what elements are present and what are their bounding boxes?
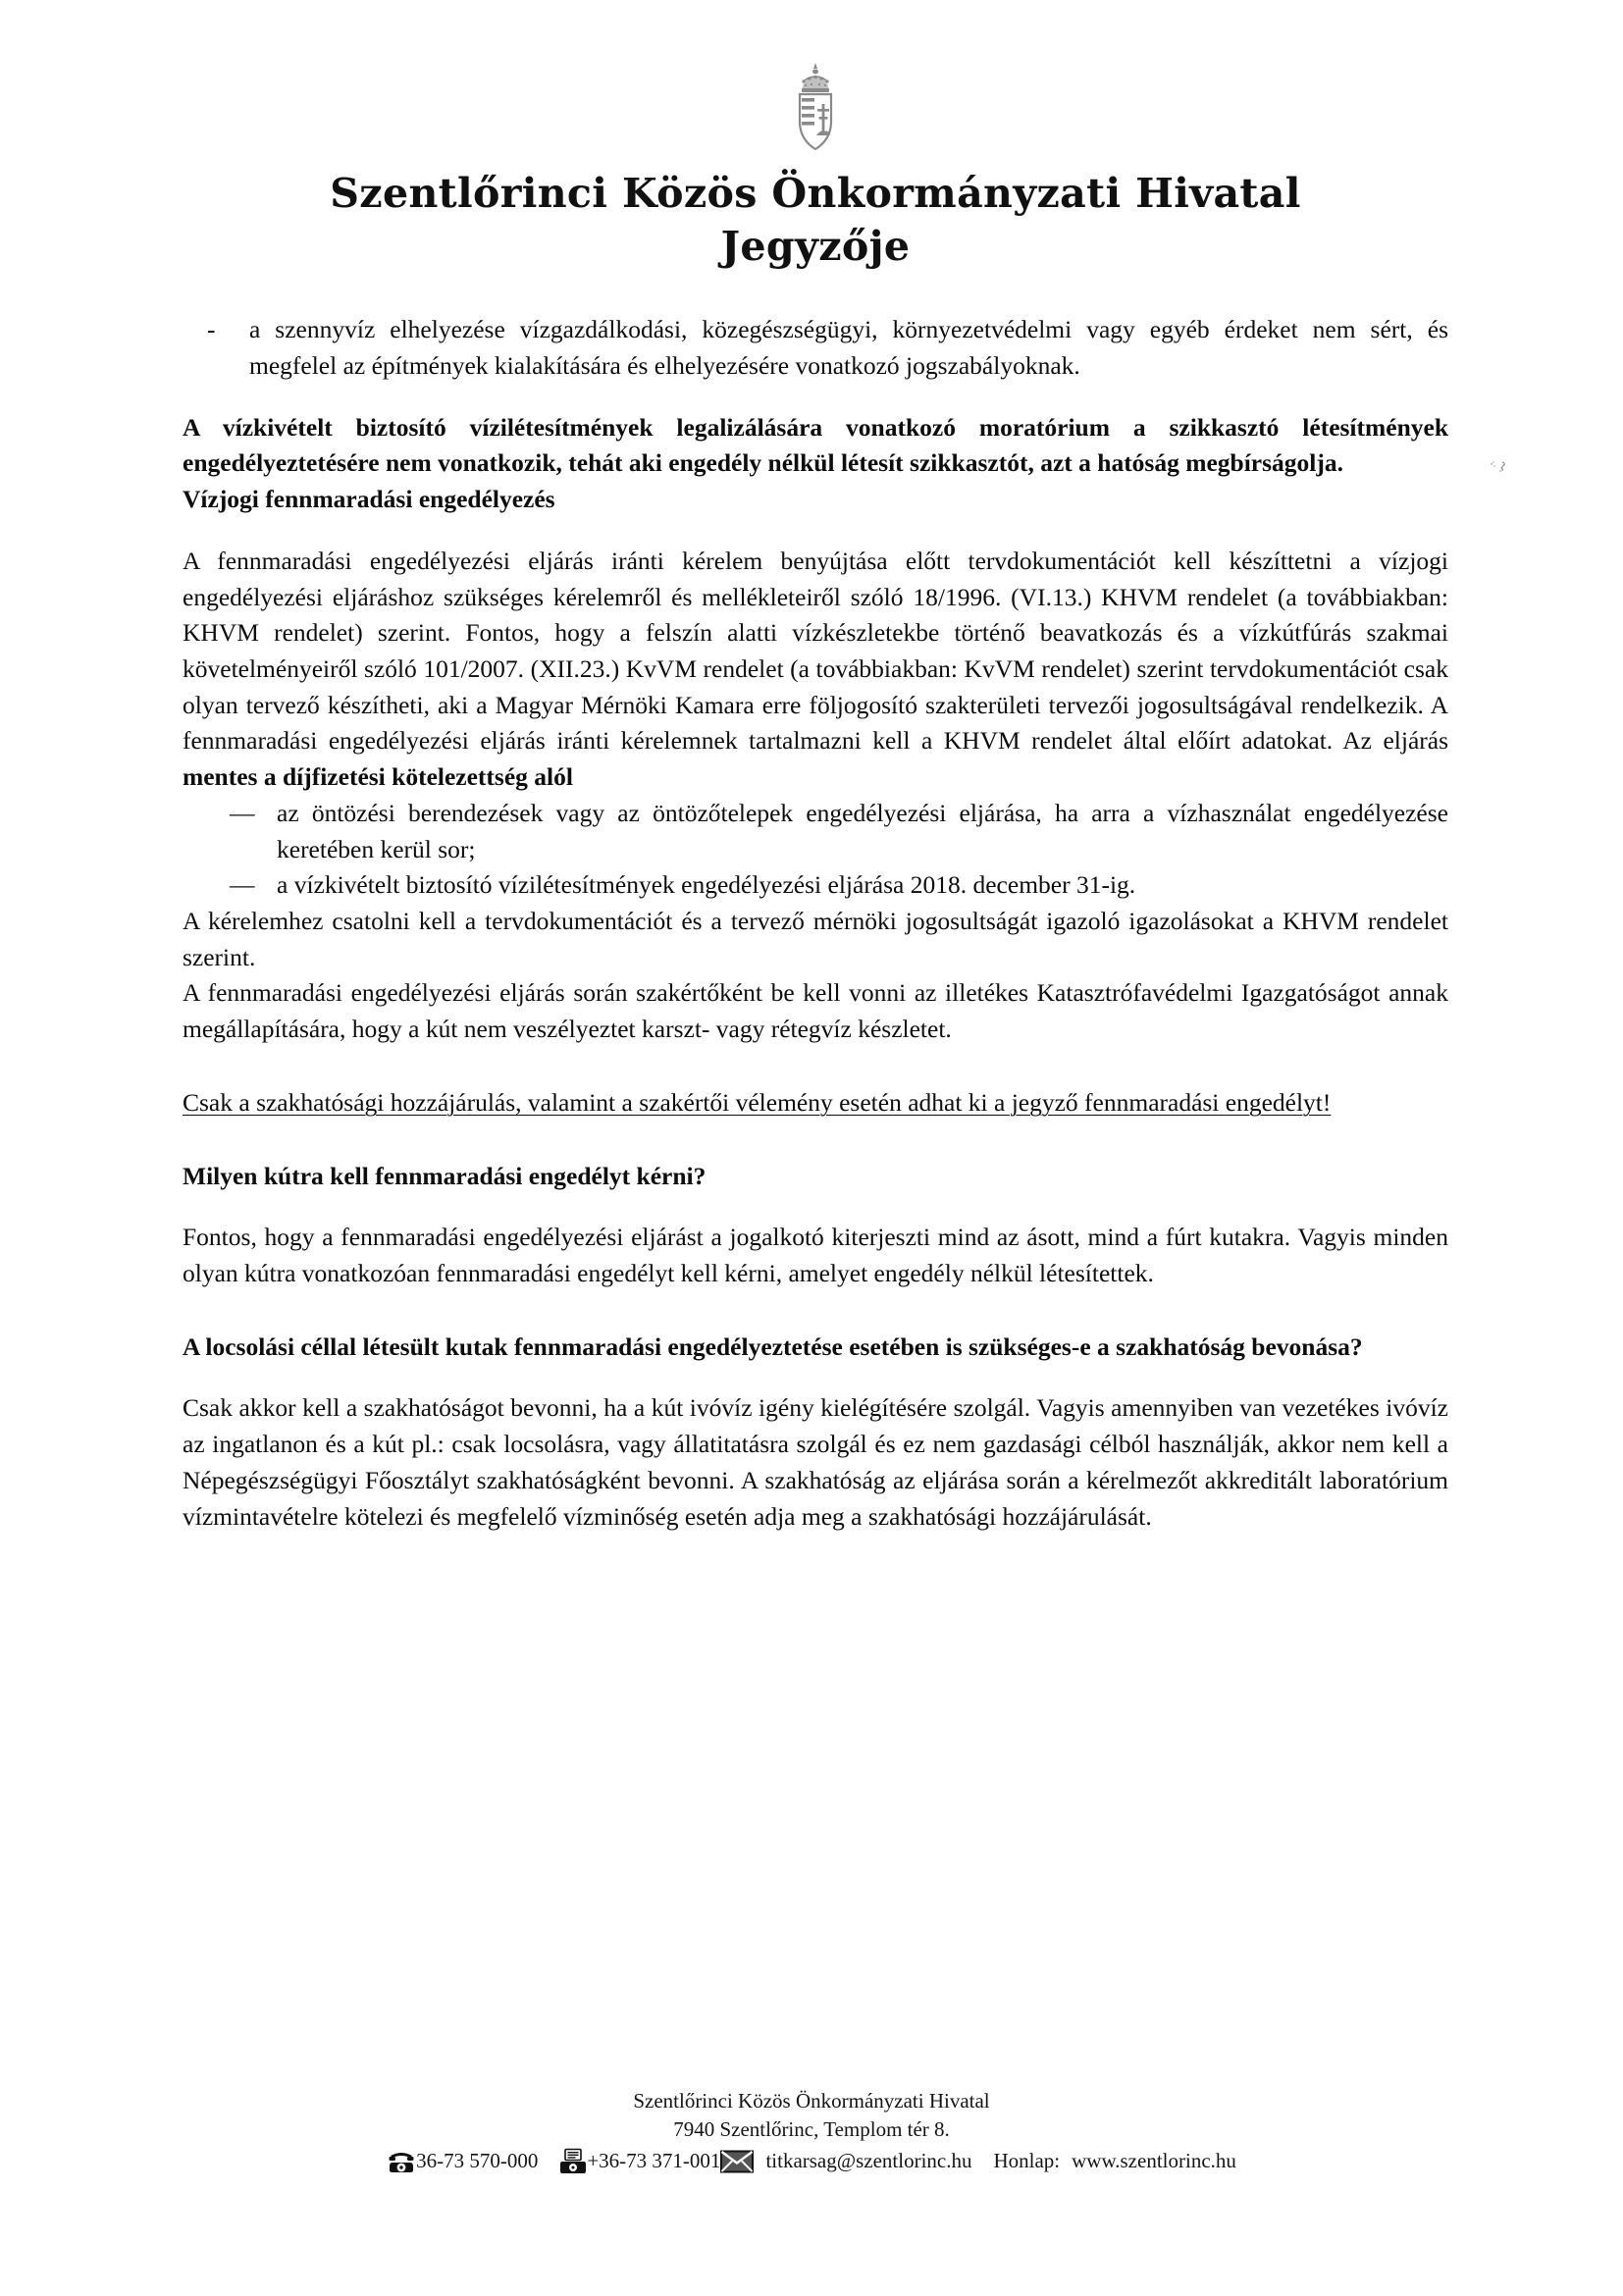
answer-paragraph-1: Fontos, hogy a fennmaradási engedélyezési eljárást a jogalkotó kiterjeszti mind az ásott, mind a fúrt kutakra. Vagyis minden olyan kútra vonatkozóan fennmaradási engedélyt kell kérni, amelyet engedély nélkül létesítettek.	[183, 1223, 1448, 1288]
intro-bullet-text: a szennyvíz elhelyezése vízgazdálkodási, közegészségügyi, környezetvédelmi vagy egyéb érdeket nem sért, és megfelel az építmények kialakítására és elhelyezésére vonatkozó jogszabályoknak.	[249, 315, 1448, 380]
footer-fax-number: +36-73 371-001	[587, 2149, 721, 2173]
list-item	[183, 796, 1448, 867]
list-item	[183, 867, 1448, 904]
spacer	[183, 1365, 1448, 1390]
footer-office-name: Szentlőrinci Közös Önkormányzati Hivatal	[633, 2088, 990, 2113]
telephone-icon	[387, 2149, 416, 2174]
footer-contact-row	[0, 2147, 1623, 2176]
answer-paragraph-2: Csak akkor kell a szakhatóságot bevonni, ha a kút ivóvíz igény kielégítésére szolgál. Vagyis amennyiben van vezetékes ivóvíz az ingatlanon és a kút pl.: csak locsolásra, vagy állatitatásra szolgál és ez nem gazdasági célból használják, akkor nem kell a Népegészségügyi Főosztályt szakhatóságként bevonni. A szakhatóság az eljárása során a kérelmezőt akkreditált laboratórium vízmintavételre kötelezi és megfelelő vízminőség esetén adja meg a szakhatósági hozzájárulását.	[183, 1393, 1448, 1531]
spacer	[183, 518, 1448, 544]
page-title-line-2: Jegyzője	[720, 223, 911, 271]
exempt-item-text: az öntözési berendezések vagy az öntözőtelepek engedélyezési eljárása, ha arra a vízhasználat engedélyezése keretében kerül sor;	[277, 798, 1448, 863]
question-heading-1: Milyen kútra kell fennmaradási engedélyt kérni?	[183, 1161, 707, 1190]
footer-website-group	[993, 2147, 1235, 2176]
footer-address: 7940 Szentlőrinc, Templom tér 8.	[673, 2117, 950, 2142]
list-item	[183, 312, 1448, 384]
emdash-marker: —	[230, 870, 254, 900]
footer-website-label: Honlap:	[993, 2149, 1061, 2173]
fee-exemption-list	[183, 796, 1448, 904]
document-body	[183, 312, 1448, 1535]
bold-subheading-vizjogi: Vízjogi fennmaradási engedélyezés	[183, 485, 555, 514]
page-title	[183, 167, 1448, 273]
envelope-icon	[720, 2150, 754, 2173]
underlined-note: Csak a szakhatósági hozzájárulás, valamint a szakértői vélemény esetén adhat ki a jegyző fennmaradási engedélyt!	[183, 1087, 1332, 1117]
exempt-item-text: a vízkivételt biztosító vízilétesítmények engedélyezési eljárása 2018. december 31-ig.	[277, 870, 1136, 900]
paragraph-procedure-details	[183, 544, 1448, 796]
fax-icon	[559, 2148, 587, 2175]
footer-fax-group	[559, 2147, 720, 2176]
footer-email-address: titkarsag@szentlorinc.hu	[765, 2149, 972, 2173]
scan-artifact	[1488, 457, 1513, 483]
hungarian-coat-of-arms-icon	[790, 61, 841, 153]
spacer	[183, 1122, 1448, 1159]
footer-phone-group	[387, 2147, 538, 2176]
spacer	[183, 1292, 1448, 1330]
intro-bullet-list	[183, 312, 1448, 384]
footer-phone-number: 36-73 570-000	[416, 2149, 539, 2173]
dash-marker: -	[207, 315, 216, 344]
footer-website-url: www.szentlorinc.hu	[1072, 2149, 1236, 2173]
question-heading-2: A locsolási céllal létesült kutak fennmaradási engedélyeztetése esetében is szükséges-e a szakhatóság bevonása?	[183, 1331, 1363, 1361]
bold-paragraph-moratorium: A vízkivételt biztosító vízilétesítmények legalizálására vonatkozó moratórium a szikkasztó létesítmények engedélyeztetésére nem vonatkozik, tehát aki engedély nélkül létesít szikkasztót, azt a hatóság megbírságolja.	[183, 412, 1448, 478]
spacer	[183, 1194, 1448, 1220]
page-footer	[0, 2087, 1623, 2176]
paragraph-procedure-body: A fennmaradási engedélyezési eljárás iránti kérelem benyújtása előtt tervdokumentációt kell készíttetni a vízjogi engedélyezési eljáráshoz szükséges kérelemről és mellékleteiről szóló 18/1996. (VI.13.) KHVM rendelet (a továbbiakban: KHVM rendelet) szerint. Fontos, hogy a felszín alatti vízkészletekbe történő beavatkozás és a vízkútfúrás szakmai követelményeiről szóló 101/2007. (XII.23.) KvVM rendelet (a továbbiakban: KvVM rendelet) szerint tervdokumentációt csak olyan tervező készítheti, aki a Magyar Mérnöki Kamara erre följogosító szakterületi tervezői jogosultságával rendelkezik. A fennmaradási engedélyezési eljárás iránti kérelemnek tartalmazni kell a KHVM rendelet által előírt adatokat. Az eljárás	[183, 546, 1448, 756]
page-title-line-1: Szentlőrinci Közös Önkormányzati Hivatal	[330, 170, 1301, 217]
paragraph-attachments: A kérelemhez csatolni kell a tervdokumentációt és a tervező mérnöki jogosultságát igazoló igazolásokat a KHVM rendelet szerint.	[183, 907, 1448, 971]
spacer	[183, 385, 1448, 410]
document-content	[183, 0, 1448, 1535]
footer-email-group	[720, 2147, 971, 2176]
crest-container	[183, 0, 1448, 155]
spacer	[183, 1048, 1448, 1085]
paragraph-expert-involvement: A fennmaradási engedélyezési eljárás során szakértőként be kell vonni az illetékes Katasztrófavédelmi Igazgatóságot annak megállapítására, hogy a kút nem veszélyeztet karszt- vagy rétegvíz készletet.	[183, 978, 1448, 1044]
paragraph-procedure-bold-tail: mentes a díjfizetési kötelezettség alól	[183, 762, 573, 792]
emdash-marker: —	[230, 798, 254, 827]
